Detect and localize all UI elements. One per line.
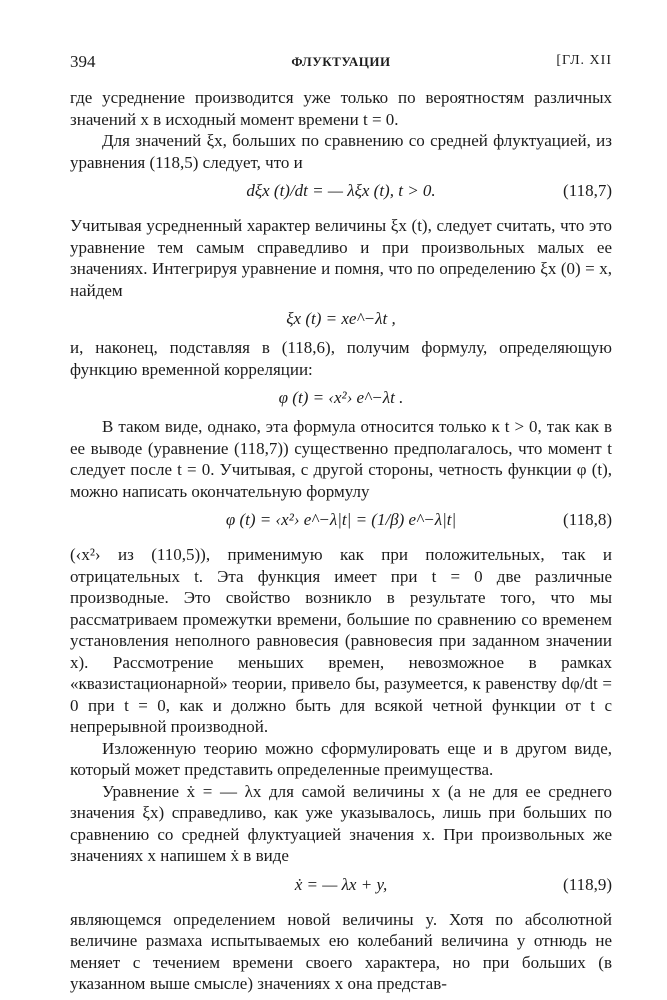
- running-title: ФЛУКТУАЦИИ: [291, 54, 391, 69]
- equation-118-7-text: dξx (t)/dt = — λξx (t), t > 0.: [246, 181, 436, 200]
- equation-118-9-text: ẋ = — λx + y,: [294, 874, 388, 894]
- paragraph-9: являющемся определением новой величины y. Хотя по абсолютной величине размаха испытываемых ею колебаний величина y отнюдь не меняет с течением времени своего характера, но при больших (в указанном выше смысле) значениях x она представ-: [70, 909, 612, 993]
- page-body: [70, 87, 612, 995]
- equation-118-8-text: φ (t) = ‹x²› e^−λ|t| = (1/β) e^−λ|t|: [225, 510, 457, 529]
- equation-xi-solution-text: ξx (t) = xe^−λt ,: [286, 309, 396, 328]
- paragraph-3: Учитывая усредненный характер величины ξx (t), следует считать, что это уравнение тем самым справедливо и при произвольных малых ее значениях. Интегрируя уравнение и помня, что по определению ξx (0) = x, найдем: [70, 216, 612, 300]
- paragraph-1: где усреднение производится уже только по вероятностям различных значений x в исходный момент времени t = 0.: [70, 88, 612, 129]
- paragraph-6: (‹x²› из (110,5)), применимую как при положительных, так и отрицательных t. Эта функция имеет при t = 0 две различные производные. Это свойство возникло в результате того, что мы рассматриваем промежутки времени, большие по сравнению со временем установления неполного равновесия (равновесия при заданном значении x). Рассмотрение меньших времен, невозможное в рамках «квазистационарной» теории, привело бы, разумеется, к равенству dφ/dt = 0 при t = 0, как и должно быть для всякой четной функции от t с непрерывной производной.: [70, 545, 612, 736]
- equation-118-8: [70, 502, 612, 544]
- paragraph-2: Для значений ξx, больших по сравнению со средней флуктуацией, из уравнения (118,5) следует, что и: [70, 131, 612, 172]
- chapter-label: [ГЛ. XII: [556, 53, 612, 68]
- equation-118-8-number: (118,8): [563, 510, 612, 529]
- equation-xi-solution: [70, 301, 612, 337]
- page-header: [70, 52, 612, 76]
- paragraph-7: Изложенную теорию можно сформулировать еще и в другом виде, который может представить определенные преимущества.: [70, 738, 612, 779]
- equation-correlation: [70, 380, 612, 416]
- equation-118-7-number: (118,7): [563, 181, 612, 200]
- paragraph-8: Уравнение ẋ = — λx для самой величины x (а не для ее среднего значения ξx) справедливо, как уже указывалось, лишь при больших по сравнению со средней флуктуацией значения x. При произвольных же значениях x напишем ẋ в виде: [70, 781, 612, 865]
- page-number: 394: [70, 52, 96, 71]
- equation-118-9: [70, 867, 612, 909]
- paragraph-4: и, наконец, подставляя в (118,6), получим формулу, определяющую функцию временной корреляции:: [70, 338, 612, 379]
- equation-118-7: [70, 173, 612, 215]
- equation-118-9-number: (118,9): [563, 874, 612, 894]
- equation-correlation-text: φ (t) = ‹x²› e^−λt .: [278, 388, 404, 407]
- paragraph-5: В таком виде, однако, эта формула относится только к t > 0, так как в ее выводе (уравнение (118,7)) существенно предполагалось, что момент t следует после t = 0. Учитывая, с другой стороны, четность функции φ (t), можно написать окончательную формулу: [70, 417, 612, 501]
